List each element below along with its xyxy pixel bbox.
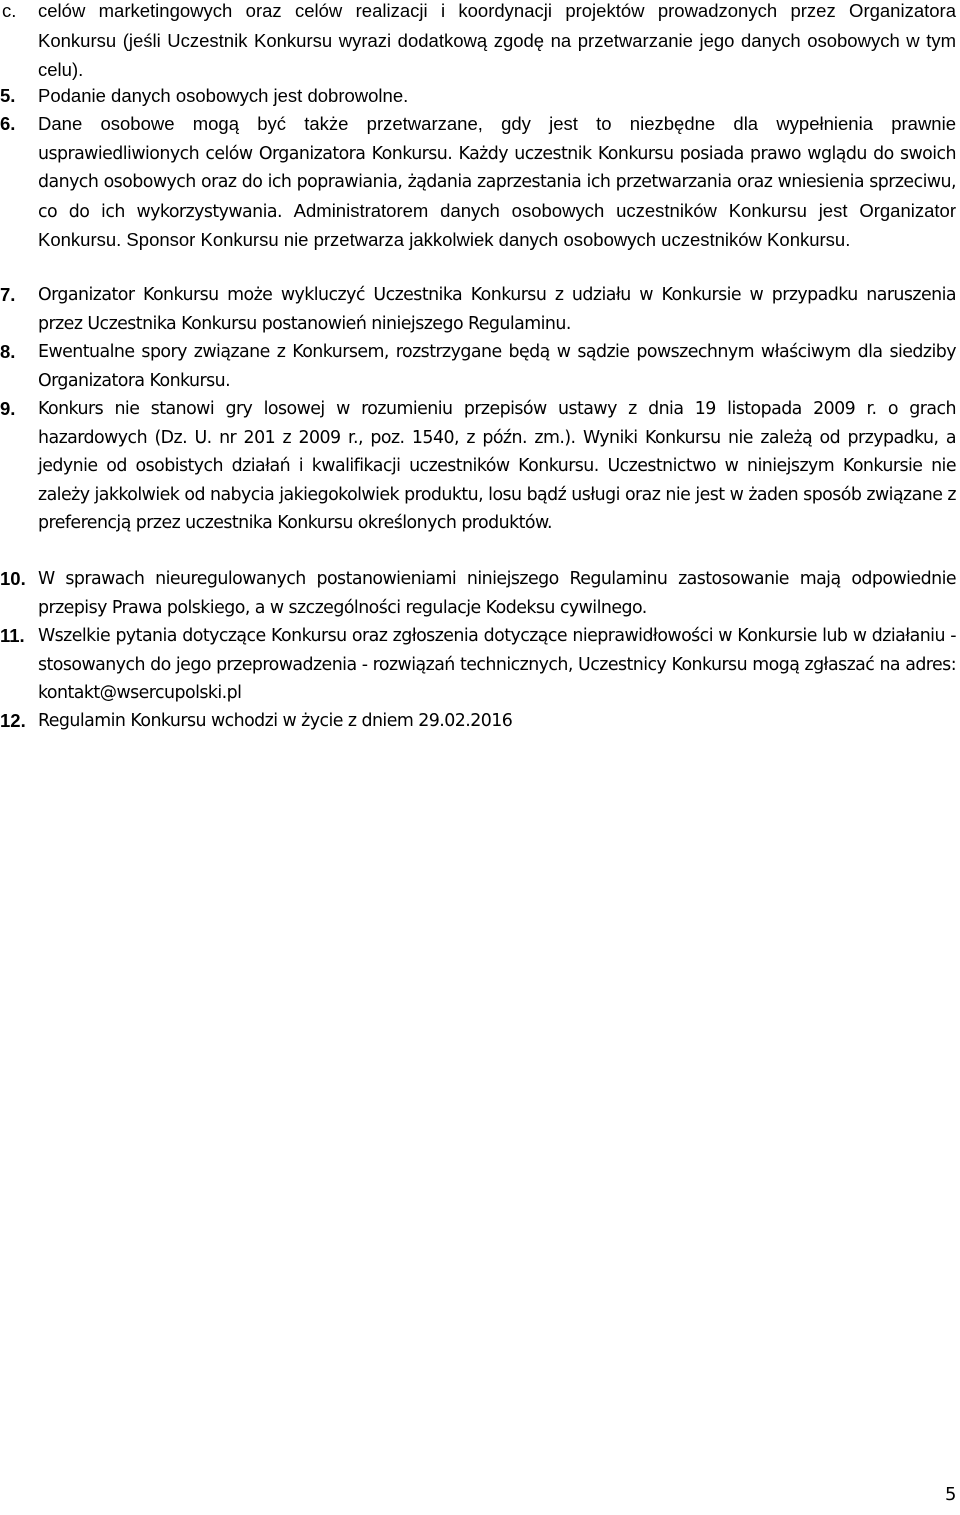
item-number: 7. <box>0 284 16 305</box>
item-number: 8. <box>0 341 16 362</box>
list-item-12 <box>0 707 960 736</box>
item-number: 12. <box>0 710 26 731</box>
list-item-5 <box>0 82 960 112</box>
item-text-segment: Wszelkie pytania dotyczące Konkursu oraz zgłoszenia dotyczące nieprawidłowości w Konkursie lub w działaniu - stosowanych do jego przeprowadzenia - rozwiązań technicznych, Uczestnicy Konkursu mogą zgłaszać na adres: kontakt@wsercupolski.pl <box>38 626 956 703</box>
item-text <box>38 395 956 538</box>
page-number: 5 <box>945 1484 956 1505</box>
item-text-segment: Organizator Konkursu może wykluczyć Uczestnika Konkursu z udziału w Konkursie w przypadku naruszenia przez Uczestnika Konkursu postanowień niniejszego Regulaminu. <box>38 285 956 334</box>
item-text <box>38 110 956 256</box>
list-item-9 <box>0 395 960 538</box>
item-text <box>38 707 956 736</box>
item-text <box>38 565 956 622</box>
item-text-segment: Konkurs nie stanowi gry losowej w rozumieniu przepisów ustawy z dnia 19 listopada 2009 r. o grach hazardowych (Dz. U. nr 201 z 2009 r., poz. 1540, z późn. zm.). Wyniki Konkursu nie zależą od przypadku, a jedynie od osobistych działań i kwalifikacji uczestników Konkursu. Uczestnictwo w niniejszym Konkursie nie zależy jakkolwiek od nabycia jakiegokolwiek produktu, losu bądź usługi oraz nie jest w żaden sposób związane z preferencją przez uczestnika Konkursu określonych produktów. <box>38 399 956 533</box>
item-text-segment: Regulamin Konkursu wchodzi w życie z dniem 29.02.2016 <box>38 711 513 731</box>
item-text <box>38 82 956 112</box>
item-number: 5. <box>0 85 16 106</box>
list-item-11 <box>0 622 960 708</box>
item-text-segment: Administratorem danych osobowych uczestników Konkursu jest Organizator Konkursu. Sponsor Konkursu nie przetwarza jakkolwiek danych osobowych uczestników Konkursu. <box>38 199 956 250</box>
item-text-segment: Dane osobowe mogą być także przetwarzane, gdy jest to niezbędne dla wypełnienia prawnie <box>38 113 956 134</box>
item-number: 6. <box>0 113 16 134</box>
item-text-segment: Ewentualne spory związane z Konkursem, rozstrzygane będą w sądzie powszechnym właściwym dla siedziby Organizatora Konkursu. <box>38 342 956 391</box>
item-number: 9. <box>0 398 16 419</box>
item-text-segment: celów marketingowych oraz celów realizacji i koordynacji projektów prowadzonych przez Organizatora Konkursu (jeśli Uczestnik Konkursu wyrazi dodatkową zgodę na przetwarzanie jego danych osobowych w tym celu). <box>38 0 956 80</box>
item-text-segment: Podanie danych osobowych jest dobrowolne. <box>38 85 409 106</box>
item-text <box>38 281 956 338</box>
list-item-c <box>0 0 960 86</box>
list-item-10 <box>0 565 960 622</box>
item-text <box>38 338 956 395</box>
item-text-segment: W sprawach nieuregulowanych postanowieniami niniejszego Regulaminu zastosowanie mają odpowiednie przepisy Prawa polskiego, a w szczególności regulacje Kodeksu cywilnego. <box>38 569 956 618</box>
list-item-6 <box>0 110 960 256</box>
item-text <box>38 622 956 708</box>
list-item-8 <box>0 338 960 395</box>
item-text <box>38 0 956 86</box>
item-number: c. <box>2 0 17 21</box>
item-number: 10. <box>0 568 26 589</box>
item-text-segment: usprawiedliwionych celów Organizatora Konkursu. Każdy uczestnik Konkursu posiada prawo wglądu do swoich danych osobowych oraz do ich poprawiania, żądania zaprzestania ich przetwarzania oraz wniesienia sprzeciwu, co do ich wykorzystywania. <box>38 143 956 222</box>
item-number: 11. <box>0 625 25 646</box>
list-item-7 <box>0 281 960 338</box>
